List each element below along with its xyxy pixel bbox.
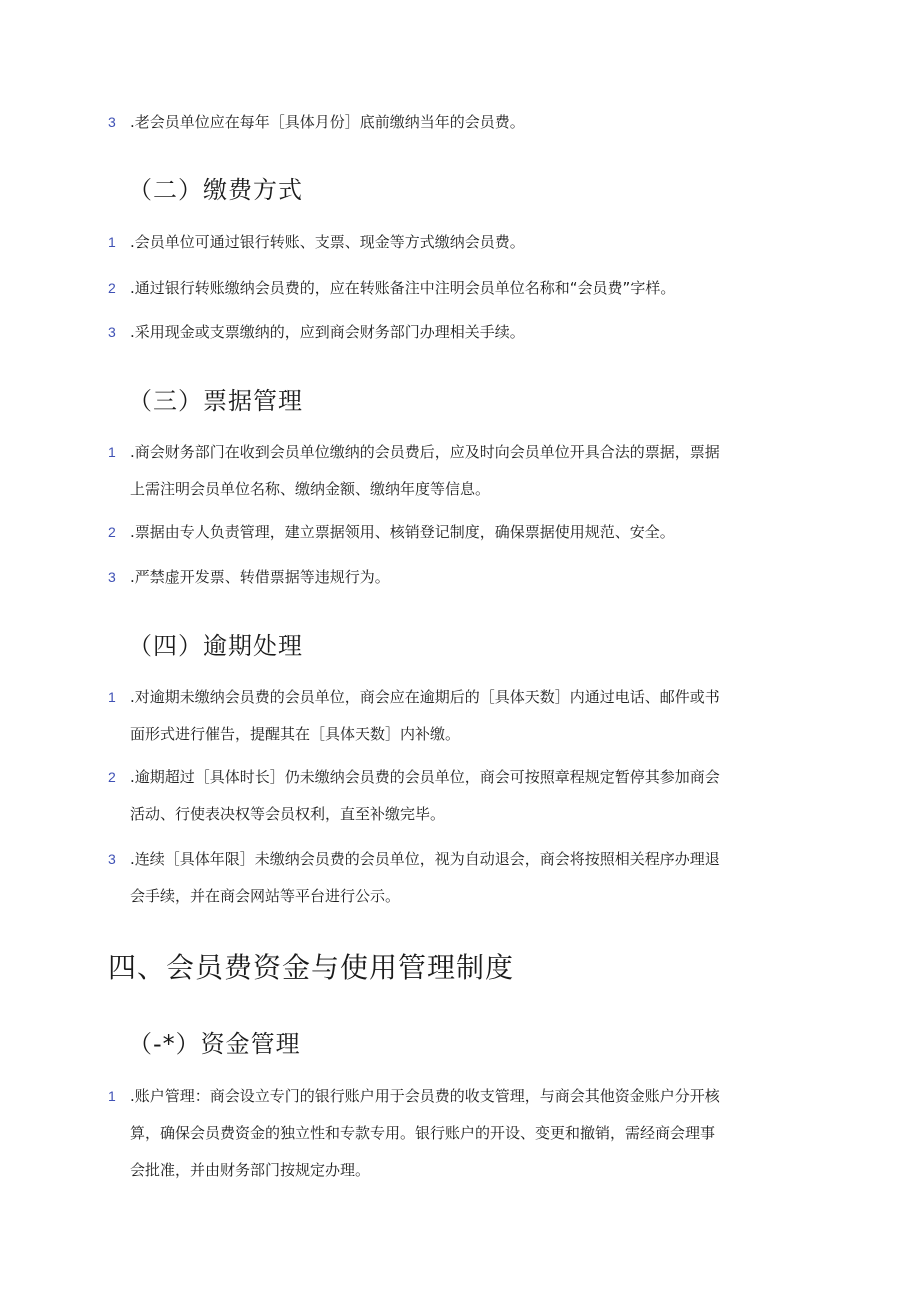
- item-number: 1: [108, 689, 116, 705]
- item-text-line: .对逾期未缴纳会员费的会员单位，商会应在逾期后的［具体天数］内通过电话、邮件或书: [130, 688, 720, 706]
- item-text-line: 会批准，并由财务部门按规定办理。: [130, 1161, 371, 1179]
- list-item: [108, 559, 808, 596]
- item-number: 3: [108, 324, 116, 340]
- item-text-line: .连续［具体年限］未缴纳会员费的会员单位，视为自动退会，商会将按照相关程序办理退: [130, 850, 720, 868]
- list-item: [108, 679, 808, 753]
- item-number: 3: [108, 114, 116, 130]
- item-number: 2: [108, 280, 116, 296]
- item-text-line: .逾期超过［具体时长］仍未缴纳会员费的会员单位，商会可按照章程规定暂停其参加商会: [130, 768, 720, 786]
- item-text-line: 算，确保会员费资金的独立性和专款专用。银行账户的开设、变更和撤销，需经商会理事: [130, 1124, 716, 1142]
- item-text: .通过银行转账缴纳会员费的，应在转账备注中注明会员单位名称和“会员费”字样。: [130, 279, 676, 297]
- item-text: .会员单位可通过银行转账、支票、现金等方式缴纳会员费。: [130, 233, 525, 251]
- item-number: 1: [108, 234, 116, 250]
- item-number: 2: [108, 524, 116, 540]
- item-text-line: .商会财务部门在收到会员单位缴纳的会员费后，应及时向会员单位开具合法的票据，票据: [130, 443, 720, 461]
- list-item: [108, 434, 808, 508]
- list-item: [108, 841, 808, 915]
- section-heading: （二）缴费方式: [128, 176, 303, 204]
- item-text-line: .账户管理：商会设立专门的银行账户用于会员费的收支管理，与商会其他资金账户分开核: [130, 1087, 720, 1105]
- item-text: .老会员单位应在每年［具体月份］底前缴纳当年的会员费。: [130, 113, 525, 131]
- list-item: [108, 224, 808, 261]
- item-text-line: 会手续，并在商会网站等平台进行公示。: [130, 887, 401, 905]
- item-number: 1: [108, 444, 116, 460]
- section-heading: （四）逾期处理: [128, 632, 303, 660]
- item-text: .票据由专人负责管理，建立票据领用、核销登记制度，确保票据使用规范、安全。: [130, 523, 675, 541]
- item-number: 1: [108, 1088, 116, 1104]
- item-text: .严禁虚开发票、转借票据等违规行为。: [130, 568, 390, 586]
- list-item: [108, 270, 808, 307]
- list-item: [108, 314, 808, 351]
- item-text-line: 上需注明会员单位名称、缴纳金额、缴纳年度等信息。: [130, 480, 491, 498]
- chapter-heading: 四、会员费资金与使用管理制度: [108, 951, 515, 984]
- list-item: [108, 514, 808, 551]
- list-item: [108, 1078, 808, 1189]
- item-number: 3: [108, 851, 116, 867]
- item-text-line: 面形式进行催告，提醒其在［具体天数］内补缴。: [130, 725, 461, 743]
- item-text-line: 活动、行使表决权等会员权利，直至补缴完毕。: [130, 805, 446, 823]
- section-heading: （-*）资金管理: [128, 1030, 301, 1058]
- item-text: .采用现金或支票缴纳的，应到商会财务部门办理相关手续。: [130, 323, 525, 341]
- list-item: [108, 104, 808, 141]
- section-heading: （三）票据管理: [128, 387, 303, 415]
- item-number: 2: [108, 769, 116, 785]
- item-number: 3: [108, 569, 116, 585]
- list-item: [108, 759, 808, 833]
